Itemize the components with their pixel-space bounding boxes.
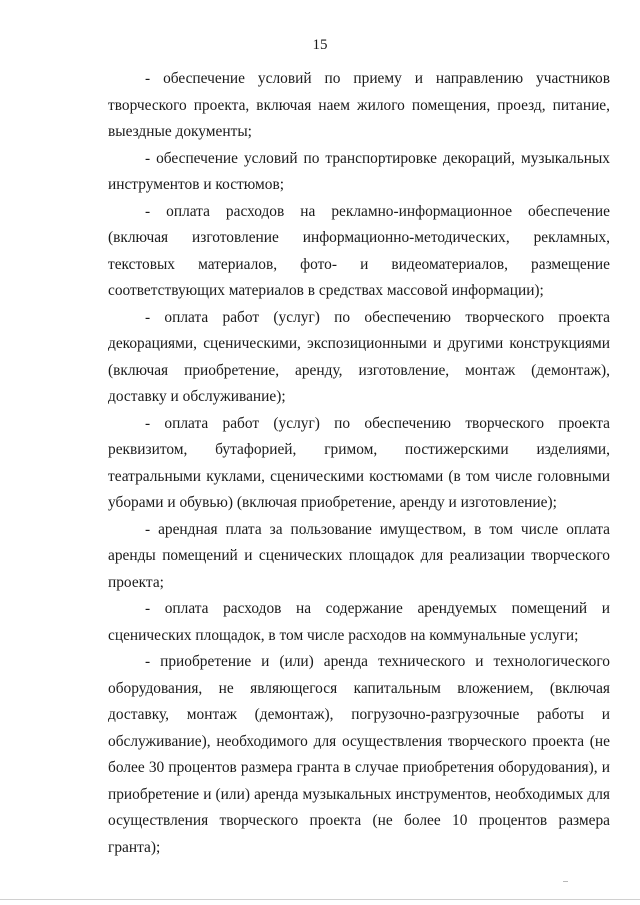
paragraph-rent: - арендная плата за пользование имуществом, в том числе оплата аренды помещений и сценических площадок для реализации творческого проекта; xyxy=(108,520,610,591)
page-bottom-edge xyxy=(0,899,640,900)
paragraph-advertising: - оплата расходов на рекламно-информационное обеспечение (включая изготовление информационно-методических, рекламных, текстовых материалов, фото- и видеоматериалов, размещение соответствующих материалов в средствах массовой информации); xyxy=(108,202,610,299)
scan-mark xyxy=(563,881,568,882)
paragraph-maintenance: - оплата расходов на содержание арендуемых помещений и сценических площадок, в том числе расходов на коммунальные услуги; xyxy=(108,600,610,644)
paragraph-equipment: - приобретение и (или) аренда технического и технологического оборудования, не являющегося капитальным вложением, (включая доставку, монтаж (демонтаж), погрузочно-разгрузочные работы и обслуживание), необходимого для осуществления творческого проекта (не более 30 процентов размера гранта в случае приобретения оборудования), и приобретение и (или) аренда музыкальных инструментов, необходимых для осуществления творческого проекта (не более 10 процентов размера гранта); xyxy=(108,653,610,856)
document-body xyxy=(108,66,610,861)
page-number: 15 xyxy=(312,37,328,53)
paragraph-props-costumes: - оплата работ (услуг) по обеспечению творческого проекта реквизитом, бутафорией, гримом, постижерскими изделиями, театральными куклами, сценическими костюмами (в том числе головными уборами и обувью) (включая приобретение, аренду и изготовление); xyxy=(108,414,610,511)
paragraph-decorations: - оплата работ (услуг) по обеспечению творческого проекта декорациями, сценическими, экспозиционными и другими конструкциями (включая приобретение, аренду, изготовление, монтаж (демонтаж), доставку и обслуживание); xyxy=(108,308,610,405)
paragraph-accommodation-travel: - обеспечение условий по приему и направлению участников творческого проекта, включая наем жилого помещения, проезд, питание, выездные документы; xyxy=(108,70,610,140)
paragraph-transportation: - обеспечение условий по транспортировке декораций, музыкальных инструментов и костюмов; xyxy=(108,149,610,193)
